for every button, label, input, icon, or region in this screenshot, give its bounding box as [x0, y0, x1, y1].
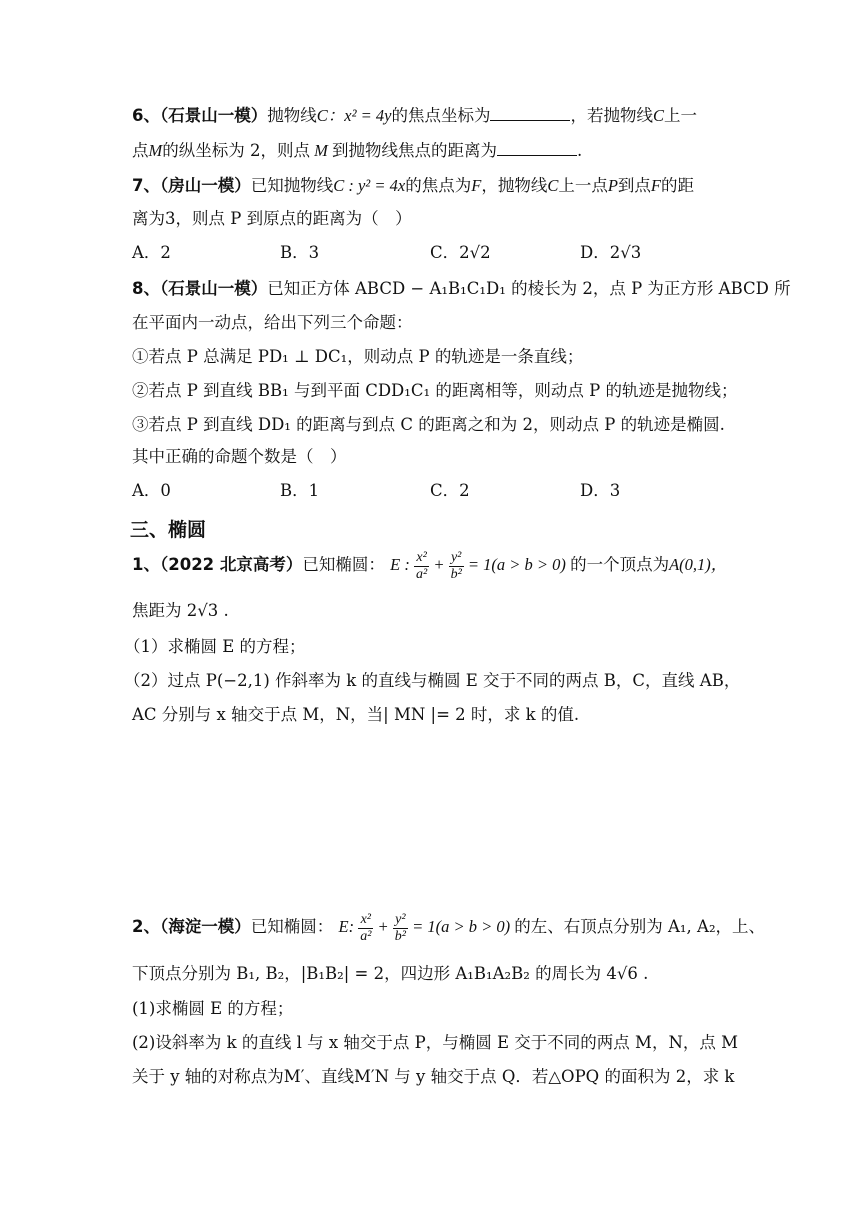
- q7-line1: 7、（房山一模）已知抛物线C : y² = 4x的焦点为F，抛物线C上一点P到点F的距: [132, 176, 695, 195]
- e1-sub2-line2: AC 分别与 x 轴交于点 M，N，当| MN |= 2 时，求 k 的值.: [132, 705, 580, 724]
- q7-option-d[interactable]: D．2√3: [580, 243, 642, 262]
- q8-option-b[interactable]: B．1: [280, 481, 320, 500]
- q6-answer-blank-2[interactable]: [497, 141, 577, 156]
- e2-sub2-line2: 关于 y 轴的对称点为M′、直线M′N 与 y 轴交于点 Q．若△OPQ 的面积为 2，求 k: [132, 1067, 735, 1086]
- q8-question: 其中正确的命题个数是（ ）: [132, 447, 347, 466]
- q8-option-c[interactable]: C．2: [430, 481, 470, 500]
- e2-line1: 2、（海淀一模）已知椭圆： E: $\frac{\text{x²}}{\text{a²}}$ + $\frac{\text{y²}}{\text{b²}}$ = 1(a > b > 0) 的左、右顶点分别为 A₁, A₂，上、: [132, 911, 766, 944]
- e1-equation: E : $\frac{\text{x²}}{\text{a²}}$ + $\frac{\text{y²}}{\text{b²}}$ = 1(a > b > 0): [390, 549, 571, 582]
- q7-line2: 离为3，则点 P 到原点的距离为（ ）: [132, 209, 412, 228]
- e1-sub1: （1）求椭圆 E 的方程；: [124, 637, 306, 656]
- q8-option-d[interactable]: D．3: [580, 481, 621, 500]
- q8-item-2: ②若点 P 到直线 BB₁ 与到平面 CDD₁C₁ 的距离相等，则动点 P 的轨迹是抛物线；: [132, 381, 738, 400]
- q6-line1: 6、（石景山一模）抛物线C：x² = 4y的焦点坐标为 ，若抛物线C上一: [132, 106, 697, 125]
- q8-item-1: ①若点 P 总满足 PD₁ ⊥ DC₁，则动点 P 的轨迹是一条直线；: [132, 347, 584, 366]
- q6-answer-blank-1[interactable]: [490, 106, 570, 121]
- q7-option-b[interactable]: B．3: [280, 243, 320, 262]
- q8-item-3: ③若点 P 到直线 DD₁ 的距离与到点 C 的距离之和为 2，则动点 P 的轨迹是椭圆.: [132, 415, 725, 434]
- q8-option-a[interactable]: A．0: [132, 481, 171, 500]
- q7-option-c[interactable]: C．2√2: [430, 243, 491, 262]
- e2-line2: 下顶点分别为 B₁, B₂，|B₁B₂| = 2，四边形 A₁B₁A₂B₂ 的周长为 4√6 .: [132, 964, 649, 983]
- e1-line2: 焦距为 2√3 .: [132, 601, 229, 620]
- section-heading: 三、椭圆: [130, 519, 207, 541]
- q7-option-a[interactable]: A．2: [132, 243, 171, 262]
- e1-line1: 1、（2022 北京高考）已知椭圆： E : $\frac{\text{x²}}{\text{a²}}$ + $\frac{\text{y²}}{\text{b²}}$ = 1(a > b > 0) 的一个顶点为A(0,1)，: [132, 549, 728, 582]
- e2-equation: E: $\frac{\text{x²}}{\text{a²}}$ + $\frac{\text{y²}}{\text{b²}}$ = 1(a > b > 0): [338, 911, 515, 944]
- e2-sub2-line1: (2)设斜率为 k 的直线 l 与 x 轴交于点 P，与椭圆 E 交于不同的两点 M，N，点 M: [132, 1033, 739, 1052]
- q8-line1: 8、（石景山一模）已知正方体 ABCD − A₁B₁C₁D₁ 的棱长为 2，点 P 为正方形 ABCD 所: [132, 279, 791, 298]
- q8-line2: 在平面内一动点，给出下列三个命题：: [132, 313, 413, 332]
- q6-line2: 点M的纵坐标为 2，则点 M 到抛物线焦点的距离为 .: [132, 141, 583, 160]
- e1-sub2-line1: （2）过点 P(−2,1) 作斜率为 k 的直线与椭圆 E 交于不同的两点 B，C，直线 AB，: [124, 671, 741, 690]
- e2-sub1: (1)求椭圆 E 的方程；: [132, 999, 294, 1018]
